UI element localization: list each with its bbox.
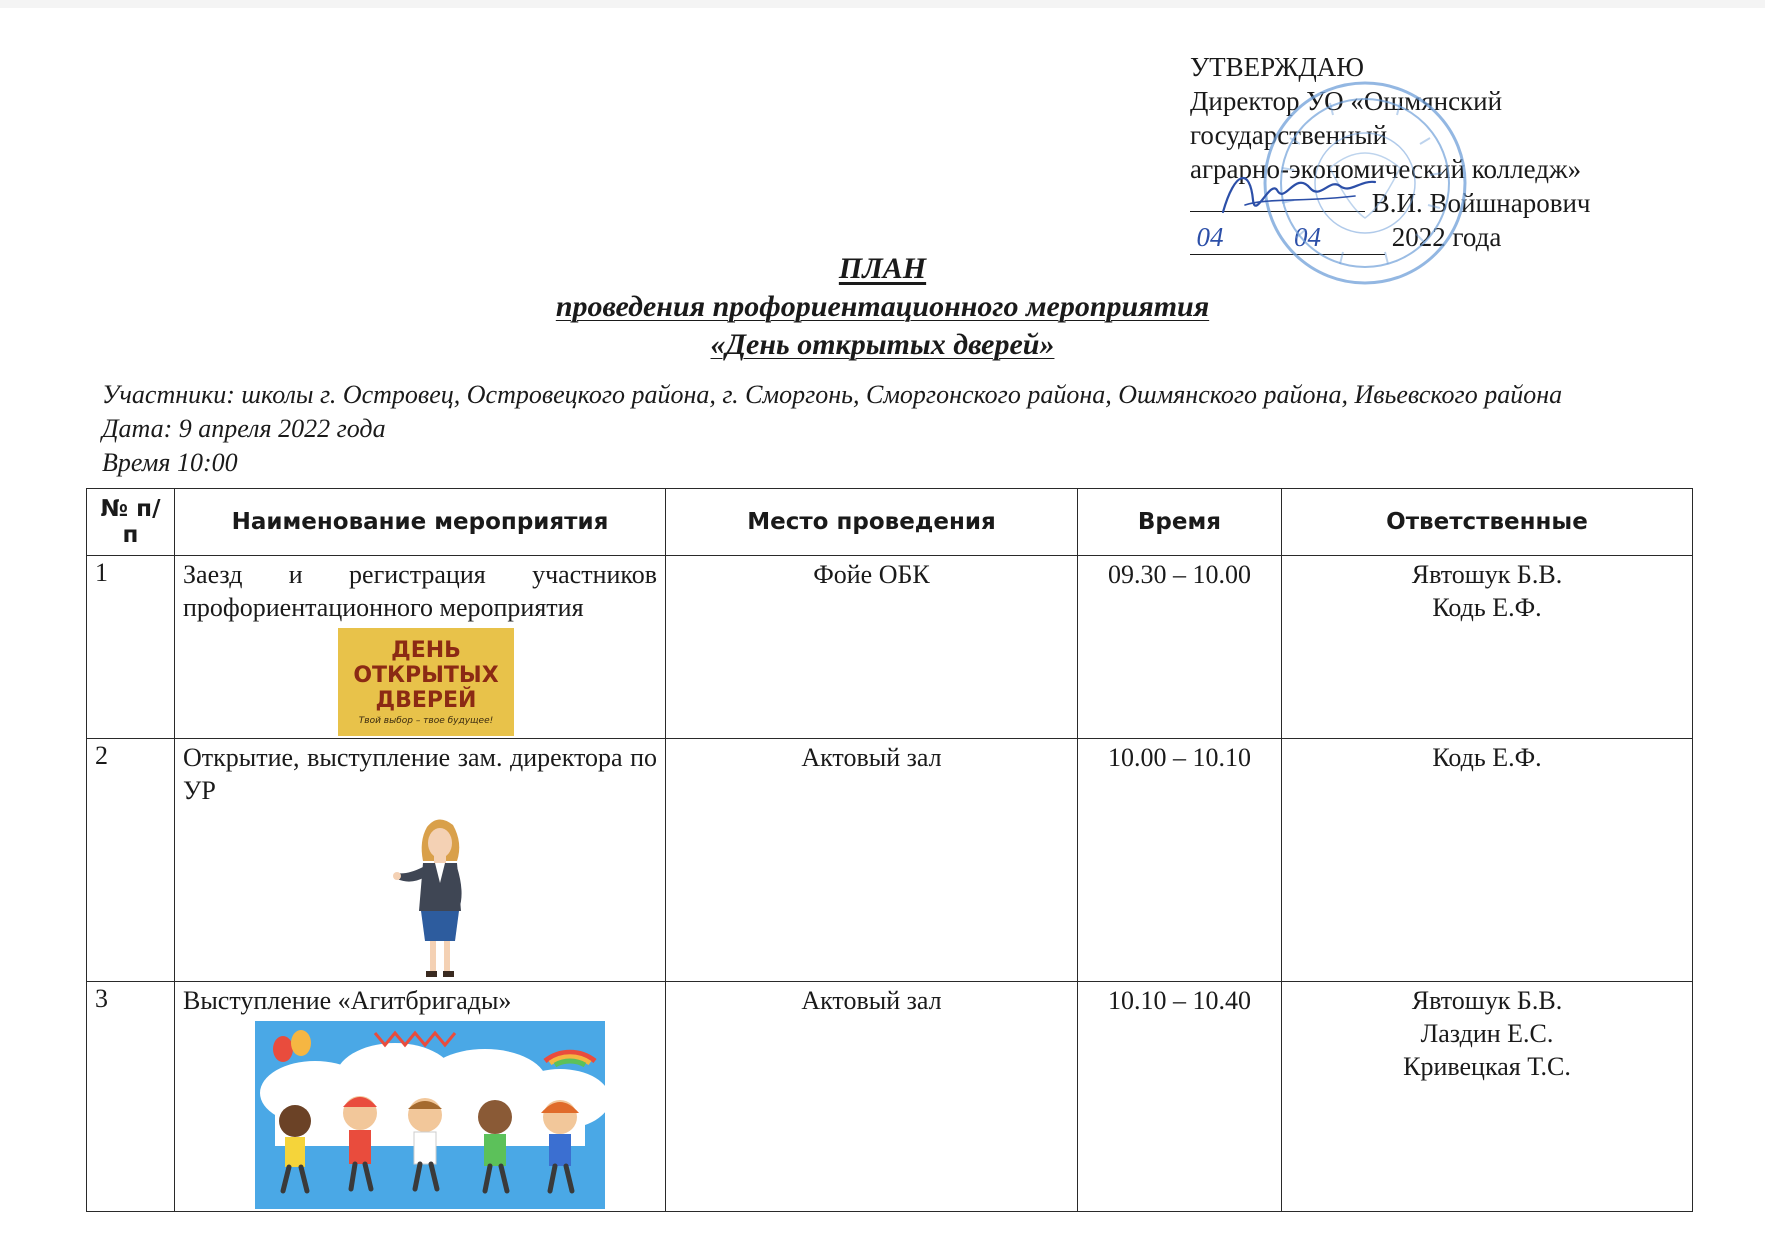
approval-date-month: 04 [1230,220,1385,255]
responsible-person: Лаздин Е.С. [1420,1019,1554,1048]
row-time: 09.30 – 10.00 [1078,556,1282,739]
plan-table [86,488,1693,1212]
responsible-person: Кривецкая Т.С. [1403,1052,1571,1081]
handwritten-signature [1215,160,1385,230]
approval-signer: В.И. Войшнарович [1371,188,1591,218]
row-responsible [1282,556,1693,739]
approval-heading: УТВЕРЖДАЮ [1190,52,1365,82]
row-place: Актовый зал [666,982,1078,1212]
banner-slogan: Твой выбор – твое будущее! [358,715,494,726]
row-number: 2 [87,739,175,982]
row-number: 3 [87,982,175,1212]
row-place: Фойе ОБК [666,556,1078,739]
row-time: 10.10 – 10.40 [1078,982,1282,1212]
event-meta [102,378,1722,480]
responsible-person: Явтошук Б.В. [1411,986,1563,1015]
approval-line-3: аграрно-экономический колледж» [1190,154,1582,184]
row-number: 1 [87,556,175,739]
table-header-row [87,489,1693,556]
row-event-name: Выступление «Агитбригады» [183,986,512,1015]
row-time: 10.00 – 10.10 [1078,739,1282,982]
banner-line-1: ДЕНЬ [391,637,461,663]
approval-line-2: государственный [1190,120,1388,150]
responsible-person: Кодь Е.Ф. [1432,743,1542,772]
teacher-illustration [393,813,483,979]
document-title [0,250,1765,364]
date-line: Дата: 9 апреля 2022 года [102,414,386,443]
participants-line: Участники: школы г. Островец, Островецкого района, г. Сморгонь, Сморгонского района, Ошмянского района, Ивьевского района [102,380,1563,409]
row-event-cell [175,982,666,1212]
header-responsible: Ответственные [1282,489,1693,556]
row-event-name: Открытие, выступление зам. директора по УР [183,743,657,805]
header-place: Место проведения [666,489,1078,556]
responsible-person: Явтошук Б.В. [1411,560,1563,589]
kids-illustration [255,1021,605,1209]
table-row [87,982,1693,1212]
row-event-name: Заезд и регистрация участников профориентационного мероприятия [183,560,657,622]
row-event-cell [175,556,666,739]
open-day-banner-image [338,628,514,736]
approval-date-year: 2022 года [1391,222,1502,252]
table-row [87,556,1693,739]
header-time: Время [1078,489,1282,556]
title-plan: ПЛАН [838,252,927,285]
time-line: Время 10:00 [102,448,238,477]
row-event-cell [175,739,666,982]
responsible-person: Кодь Е.Ф. [1432,593,1542,622]
table-row [87,739,1693,982]
title-subtitle: проведения профориентационного мероприятия [555,290,1210,323]
banner-line-2: ОТКРЫТЫХ [353,662,499,688]
banner-line-3: ДВЕРЕЙ [375,687,477,713]
scan-top-edge [0,0,1765,8]
header-num: № п/п [87,489,175,556]
row-responsible [1282,982,1693,1212]
row-place: Актовый зал [666,739,1078,982]
header-name: Наименование мероприятия [175,489,666,556]
title-event-name: «День открытых дверей» [710,328,1055,361]
approval-date-day: 04 [1190,220,1230,255]
row-responsible [1282,739,1693,982]
approval-line-1: Директор УО «Ошмянский [1190,86,1503,116]
